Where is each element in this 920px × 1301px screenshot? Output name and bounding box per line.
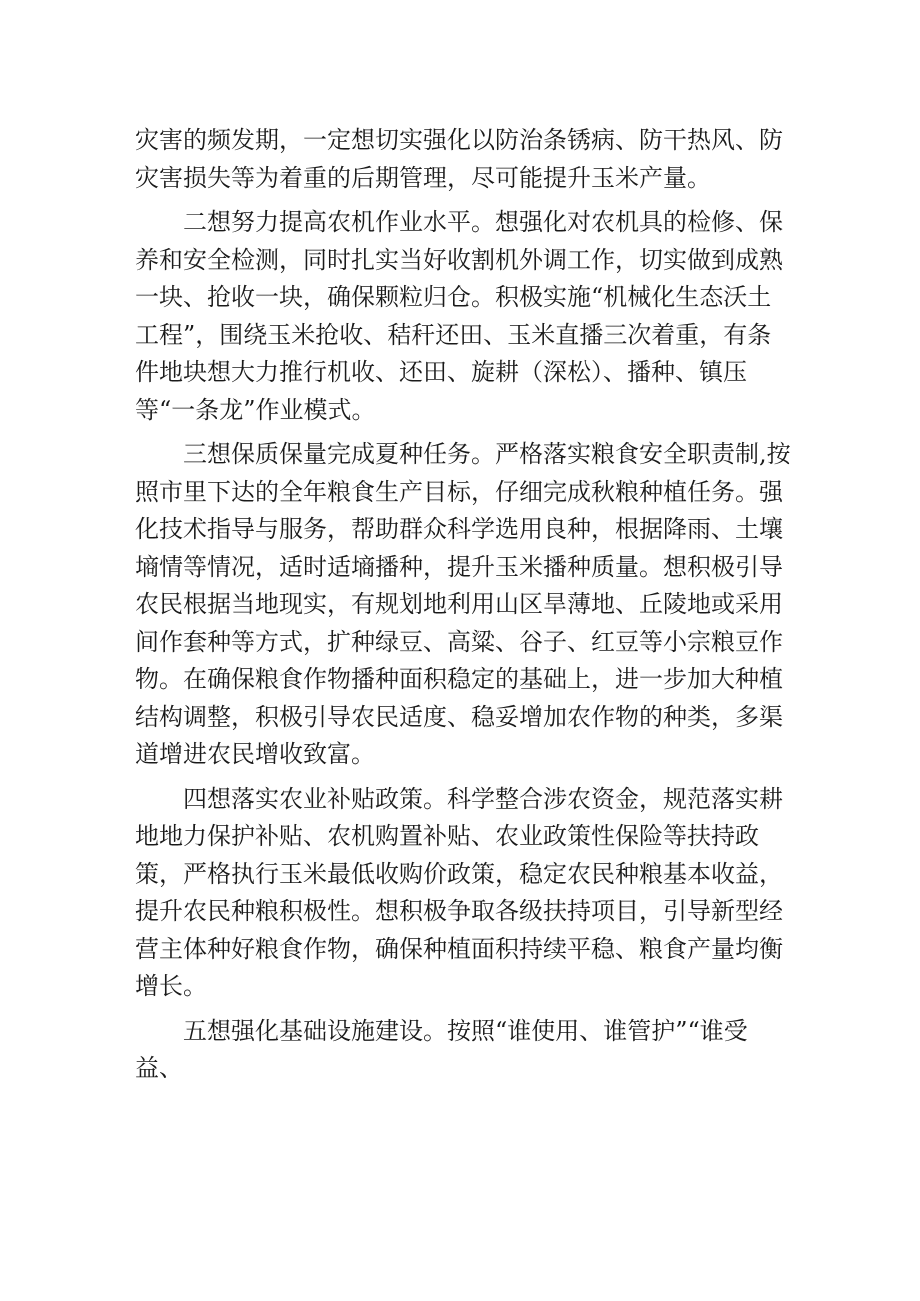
- document-body: [135, 122, 795, 1095]
- paragraph-infrastructure: 五想强化基础设施建设。按照“谁使用、谁管护”“谁受益、: [135, 1016, 748, 1082]
- paragraph-summer-planting: 三想保质保量完成夏种任务。严格落实粮食安全职责制,按照市里下达的全年粮食生产目标，仔细完成秋粮种植任务。强化技术指导与服务，帮助群众科学选用良种，根据降雨、土壤墒情等情况，适时适墒播种，提升玉米播种质量。想积极引导农民根据当地现实，有规划地利用山区旱薄地、丘陵地或采用间作套种等方式，扩种绿豆、高粱、谷子、红豆等小宗粮豆作物。在确保粮食作物播种面积稳定的基础上，进一步加大种植结构调整，积极引导农民适度、稳妥增加农作物的种类，多渠道增进农民增收致富。: [135, 440, 791, 768]
- paragraph-subsidy-policy: 四想落实农业补贴政策。科学整合涉农资金，规范落实耕地地力保护补贴、农机购置补贴、农业政策性保险等扶持政策，严格执行玉米最低收购价政策，稳定农民种粮基本收益，提升农民种粮积极性。想积极争取各级扶持项目，引导新型经营主体种好粮食作物，确保种植面积持续平稳、粮食产量均衡增长。: [135, 784, 783, 1000]
- paragraph-continuation: 灾害的频发期，一定想切实强化以防治条锈病、防干热风、防灾害损失等为着重的后期管理，尽可能提升玉米产量。: [135, 126, 783, 192]
- paragraph-farm-machinery: 二想努力提高农机作业水平。想强化对农机具的检修、保养和安全检测，同时扎实当好收割机外调工作，切实做到成熟一块、抢收一块，确保颗粒归仓。积极实施“机械化生态沃土工程”，围绕玉米抢收、秸秆还田、玉米直播三次着重，有条件地块想大力推行机收、还田、旋耕（深松）、播种、镇压等“一条龙”作业模式。: [135, 208, 783, 424]
